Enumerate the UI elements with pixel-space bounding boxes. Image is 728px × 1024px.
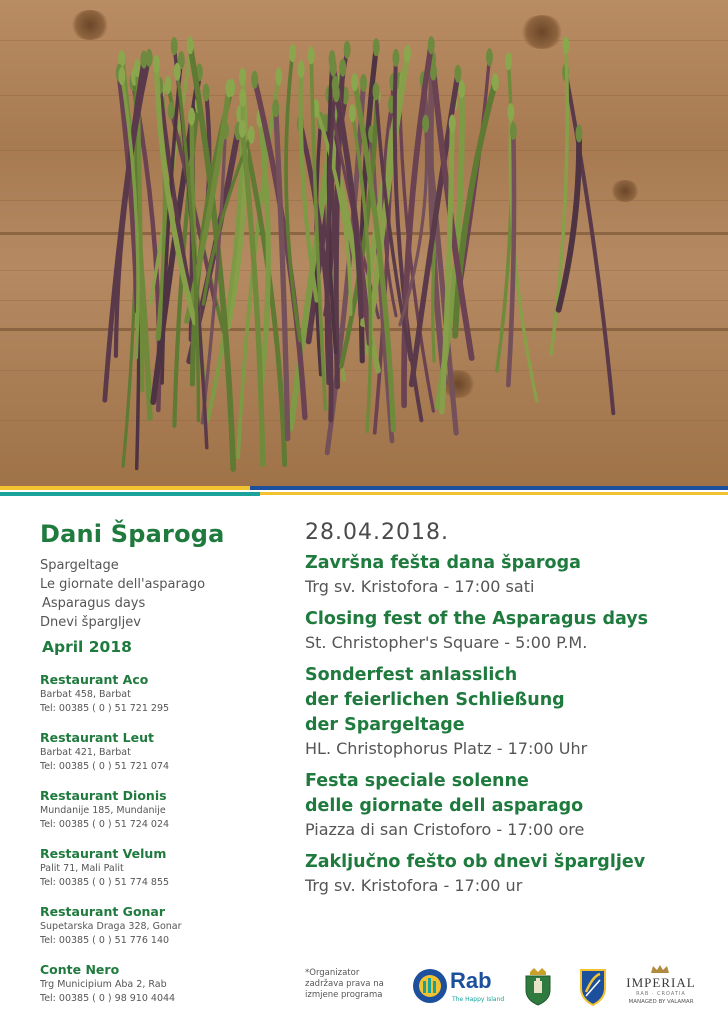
announcement-place: St. Christopher's Square - 5:00 P.M. [305,633,588,652]
asparagus-spear [559,134,579,310]
announcement-title: Zaključno fešto ob dnevi špargljev [305,852,646,872]
restaurant-item [40,962,270,1006]
asparagus-tip [153,55,160,73]
asparagus-tip [140,51,147,69]
imperial-crown-icon [650,964,670,974]
asparagus-photo [0,0,728,488]
asparagus-tip [203,84,210,102]
announcement-sl [305,850,715,897]
restaurant-address: Barbat 458, Barbat [40,689,131,700]
restaurant-address: Trg Municipium Aba 2, Rab [40,979,167,990]
imperial-logo-managed: MANAGED BY VALAMAR [628,999,694,1005]
asparagus-tip [454,65,461,83]
imperial-logo-sub: RAB · CROATIA [636,991,686,997]
asparagus-tip [165,76,172,94]
asparagus-tip [351,73,358,91]
asparagus-tip [251,71,258,89]
asparagus-tip [226,80,233,98]
restaurant-name: Conte Nero [40,962,120,977]
right-column [305,520,715,906]
asparagus-tip [330,59,337,77]
shield-crest-icon [578,966,608,1006]
asparagus-tip [576,125,583,143]
asparagus-tip [373,38,380,56]
asparagus-tip [289,44,296,62]
asparagus-tip [428,36,435,54]
restaurant-name: Restaurant Velum [40,846,167,861]
asparagus-tip [422,115,429,133]
imperial-logo [620,964,702,1010]
restaurant-item [40,672,270,716]
asparagus-tip [308,46,315,64]
announcement-title-line: delle giornate dell asparago [305,796,584,816]
sponsor-logos [410,962,710,1012]
announcement-title: Završna fešta dana šparoga [305,553,581,573]
asparagus-tip [239,120,246,138]
stripe-teal [0,492,260,496]
asparagus-tip [458,80,465,98]
restaurant-address: Barbat 421, Barbat [40,747,131,758]
stripe-yellow [0,486,250,490]
coat-of-arms-icon [522,966,554,1006]
asparagus-tip [118,67,125,85]
asparagus-tip [298,60,305,78]
restaurant-name: Restaurant Aco [40,672,149,687]
restaurant-address: Mundanije 185, Mundanije [40,805,166,816]
restaurant-item [40,904,270,948]
asparagus-tip [505,52,512,70]
restaurant-address: Palit 71, Mali Palit [40,863,124,874]
asparagus-tip [239,89,246,107]
restaurant-phone: Tel: 00385 ( 0 ) 51 776 140 [40,935,170,946]
color-stripe [0,484,728,498]
asparagus-tip [344,41,351,59]
rab-logo-icon [412,968,448,1004]
rab-logo-tagline: The Happy Island [452,996,505,1003]
announcement-place: HL. Christophorus Platz - 17:00 Uhr [305,739,588,758]
rab-logo [410,964,510,1008]
asparagus-tip [373,82,380,100]
announcement-hr [305,551,715,598]
asparagus-tip [188,108,195,126]
asparagus-tip [187,36,194,54]
announcement-it [305,769,715,841]
subtitle-list [40,556,270,632]
stripe-yellow-lower [260,492,728,495]
subtitle-en: Asparagus days [42,596,146,611]
restaurant-list [40,672,270,1006]
asparagus-tip [239,68,246,86]
asparagus-tip [492,73,499,91]
left-column [40,520,270,1006]
asparagus-tip [272,99,279,117]
stripe-blue [250,486,728,490]
event-date: 28.04.2018. [305,520,449,545]
organizer-note [305,968,395,1001]
announcement-en [305,607,715,654]
announcement-de [305,663,715,760]
asparagus-tip [248,126,255,144]
restaurant-address: Supetarska Draga 328, Gonar [40,921,182,932]
asparagus-spears [0,0,728,488]
announcement-title-line: Festa speciale solenne [305,771,529,791]
restaurant-phone: Tel: 00385 ( 0 ) 51 721 074 [40,761,170,772]
asparagus-tip [449,115,456,133]
asparagus-tip [174,63,181,81]
asparagus-tip [404,45,411,63]
asparagus-tip [360,74,367,92]
restaurant-item [40,846,270,890]
asparagus-tip [275,68,282,86]
restaurant-name: Restaurant Gonar [40,904,166,919]
asparagus-tip [339,59,346,77]
asparagus-tip [430,63,437,81]
restaurant-name: Restaurant Leut [40,730,154,745]
announcement-title: Closing fest of the Asparagus days [305,609,649,629]
announcement-title-line: der Spargeltage [305,715,465,735]
rab-logo-text: Rab [450,968,492,993]
imperial-logo-text: IMPERIAL [626,975,696,990]
announcement-place: Trg sv. Kristofora - 17:00 sati [305,577,535,596]
note-line: zadržava prava na [305,979,384,989]
asparagus-tip [507,103,514,121]
subtitle-sl: Dnevi špargljev [40,615,141,630]
restaurant-name: Restaurant Dionis [40,788,167,803]
asparagus-tip [486,48,493,66]
asparagus-spear [286,53,300,341]
event-title: Dani Šparoga [40,520,225,548]
announcement-title-line: der feierlichen Schließung [305,690,565,710]
asparagus-tip [510,122,517,140]
asparagus-tip [349,104,356,122]
subtitle-de: Spargeltage [40,558,119,573]
subtitle-it: Le giornate dell'asparago [40,577,206,592]
restaurant-phone: Tel: 00385 ( 0 ) 51 721 295 [40,703,170,714]
asparagus-tip [171,37,178,55]
note-line: *Organizator [305,968,360,978]
restaurant-item [40,730,270,774]
restaurant-item [40,788,270,832]
announcement-list [305,551,715,897]
announcement-place: Trg sv. Kristofora - 17:00 ur [305,876,523,895]
asparagus-tip [563,36,570,54]
asparagus-tip [392,49,399,67]
event-month: April 2018 [42,638,132,656]
asparagus-tip [333,84,340,102]
restaurant-phone: Tel: 00385 ( 0 ) 51 774 855 [40,877,170,888]
announcement-place: Piazza di san Cristoforo - 17:00 ore [305,820,585,839]
note-line: izmjene programa [305,990,383,1000]
restaurant-phone: Tel: 00385 ( 0 ) 98 910 4044 [40,993,176,1004]
restaurant-phone: Tel: 00385 ( 0 ) 51 724 024 [40,819,170,830]
announcement-title-line: Sonderfest anlasslich [305,665,518,685]
asparagus-tip [168,102,175,120]
